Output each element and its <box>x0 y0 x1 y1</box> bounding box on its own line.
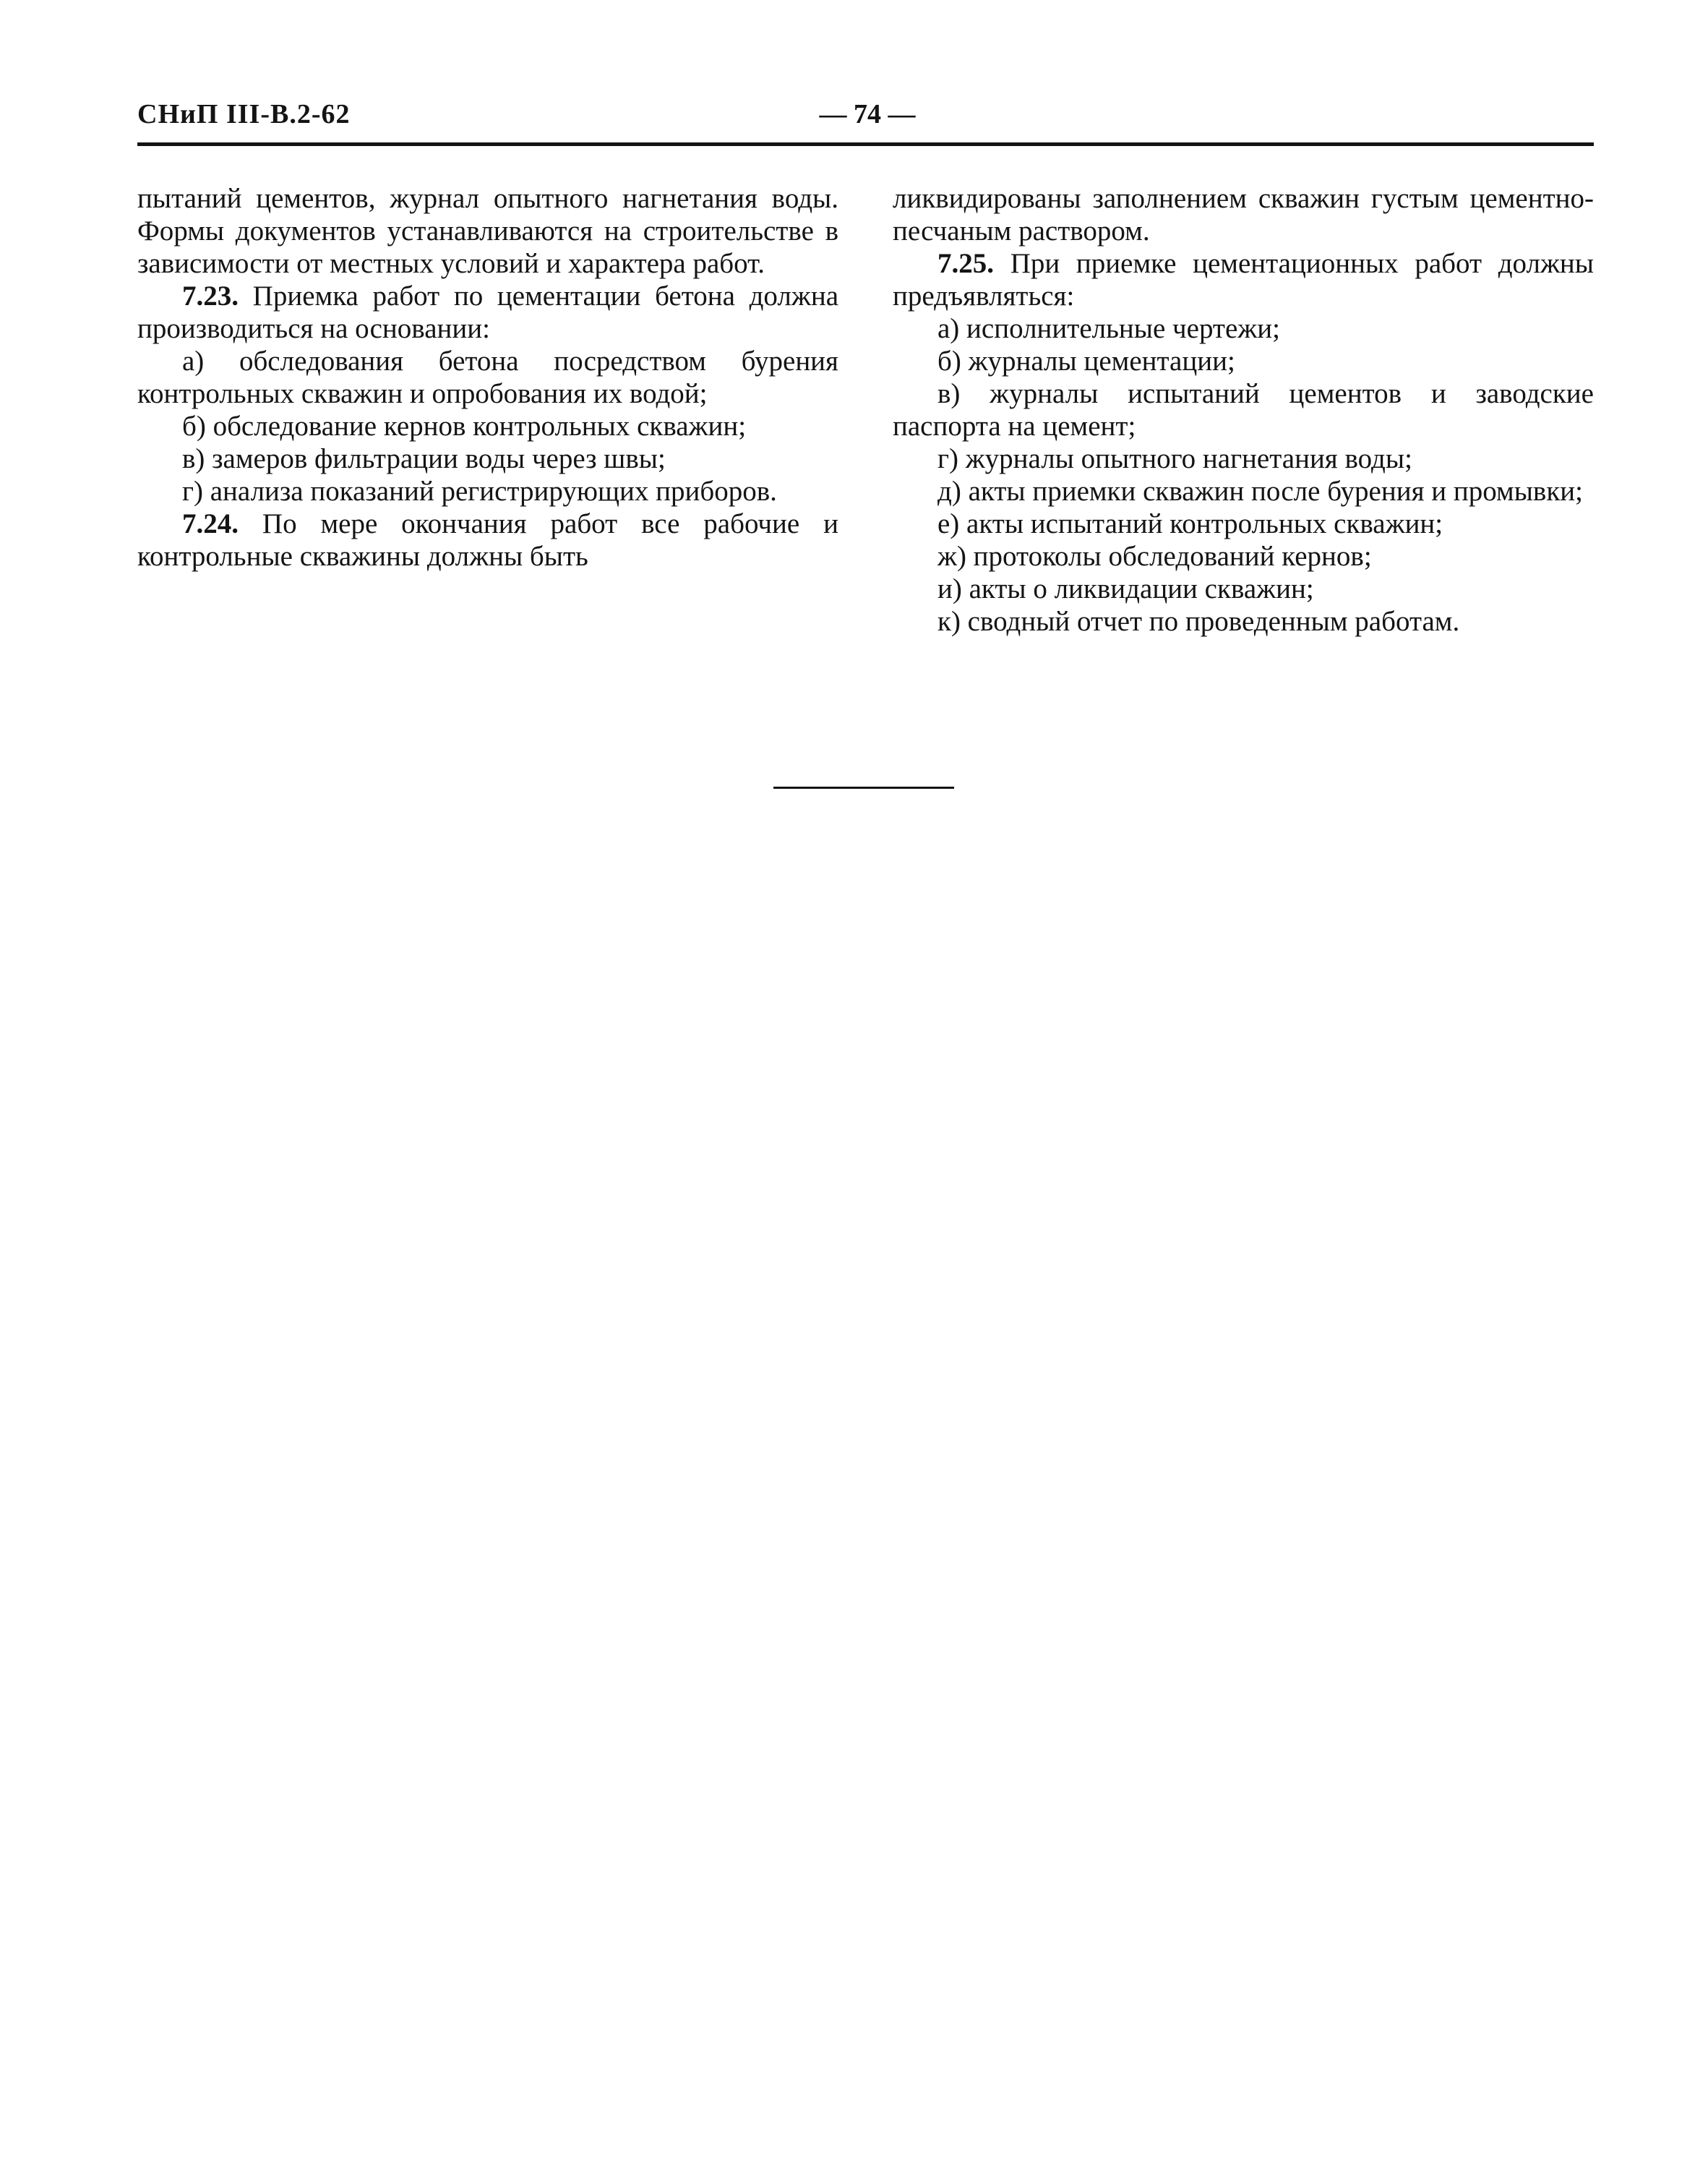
paragraph <box>893 182 1594 247</box>
paragraph <box>893 377 1594 442</box>
paragraph <box>137 475 838 508</box>
paragraph-text: При приемке цементационных работ должны предъявляться: <box>893 248 1595 312</box>
paragraph-text: ж) протоколы обследований кернов; <box>937 541 1372 572</box>
page-number: — 74 — <box>819 99 916 129</box>
clause-number: 7.24. <box>182 508 239 539</box>
paragraph-text: б) журналы цементации; <box>937 346 1235 377</box>
clause-number: 7.25. <box>937 248 994 279</box>
paragraph-text: а) исполнительные чертежи; <box>937 313 1280 344</box>
clause-number: 7.23. <box>182 281 239 312</box>
paragraph <box>137 280 838 345</box>
paragraph-text: д) акты приемки скважин после бурения и промывки; <box>937 476 1584 507</box>
paragraph-text: е) акты испытаний контрольных скважин; <box>937 508 1443 539</box>
paragraph <box>893 573 1594 605</box>
paragraph <box>893 247 1594 312</box>
paragraph-text: г) журналы опытного нагнетания воды; <box>937 443 1412 474</box>
paragraph <box>893 508 1594 540</box>
paragraph-text: г) анализа показаний регистрирующих приборов. <box>182 476 777 507</box>
paragraph <box>893 312 1594 345</box>
paragraph <box>893 475 1594 508</box>
paragraph <box>893 345 1594 377</box>
paragraph <box>893 605 1594 638</box>
paragraph-text: в) журналы испытаний цементов и заводские паспорта на цемент; <box>893 378 1594 442</box>
left-text-column <box>137 182 838 573</box>
paragraph <box>137 410 838 442</box>
paragraph <box>893 442 1594 475</box>
page-header <box>137 93 1594 140</box>
document-code: СНиП III-В.2-62 <box>137 99 351 129</box>
right-text-column <box>893 182 1594 638</box>
paragraph <box>137 345 838 410</box>
paragraph <box>893 540 1594 573</box>
paragraph <box>137 442 838 475</box>
paragraph-text: и) акты о ликвидации скважин; <box>937 573 1314 604</box>
paragraph-text: а) обследования бетона посредством бурения контрольных скважин и опробования их водой; <box>137 346 838 409</box>
end-of-section-rule <box>773 787 954 789</box>
paragraph-text: б) обследование кернов контрольных скважин; <box>182 411 747 442</box>
paragraph-text: ликвидированы заполнением скважин густым цементно-песчаным раствором. <box>893 183 1594 247</box>
header-rule <box>137 142 1594 146</box>
paragraph-text: к) сводный отчет по проведенным работам. <box>937 606 1460 637</box>
paragraph-text: в) замеров фильтрации воды через швы; <box>182 443 666 474</box>
paragraph-text: По мере окончания работ все рабочие и контрольные скважины должны быть <box>137 508 838 572</box>
paragraph <box>137 182 838 280</box>
paragraph <box>137 508 838 573</box>
paragraph-text: пытаний цементов, журнал опытного нагнетания воды. Формы документов устанавливаются на строительстве в зависимости от местных условий и характера работ. <box>137 183 838 279</box>
paragraph-text: Приемка работ по цементации бетона должна производиться на основании: <box>137 281 839 344</box>
